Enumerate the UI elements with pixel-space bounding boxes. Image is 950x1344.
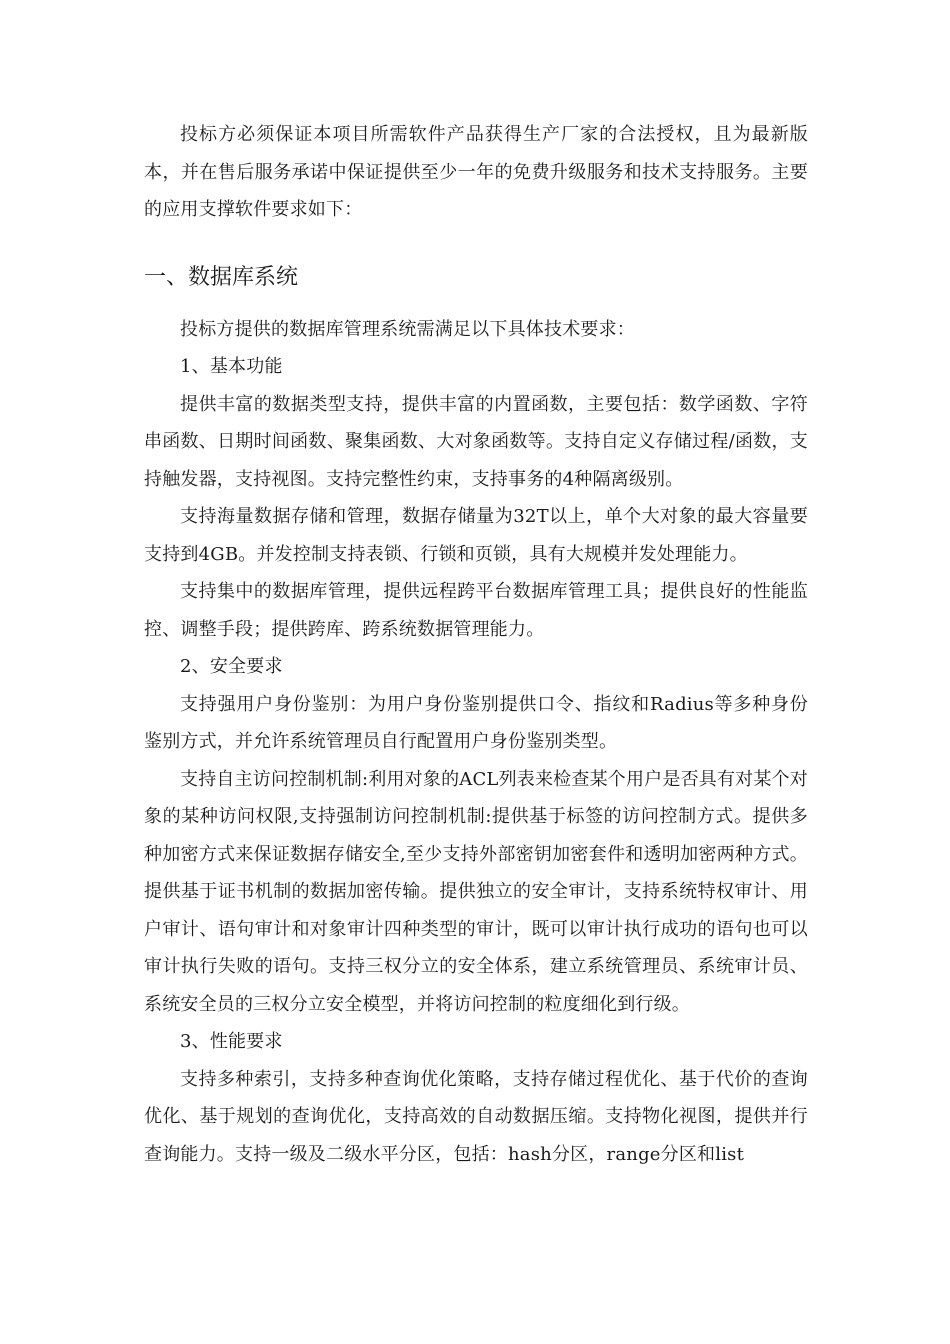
section-lead-paragraph: 投标方提供的数据库管理系统需满足以下具体技术要求：: [180, 318, 635, 340]
security-paragraph-1: 支持强用户身份鉴别：为用户身份鉴别提供口令、指纹和Radius等多种身份鉴别方式，并允许系统管理员自行配置用户身份鉴别类型。: [144, 693, 808, 752]
security-paragraph-2: 支持自主访问控制机制:利用对象的ACL列表来检查某个用户是否具有对某个对象的某种访问权限,支持强制访问控制机制:提供基于标签的访问控制方式。提供多种加密方式来保证数据存储安全,至少支持外部密钥加密套件和透明加密两种方式。提供基于证书机制的数据加密传输。提供独立的安全审计，支持系统特权审计、用户审计、语句审计和对象审计四种类型的审计，既可以审计执行成功的语句也可以审计执行失败的语句。支持三权分立的安全体系，建立系统管理员、系统审计员、系统安全员的三权分立安全模型，并将访问控制的粒度细化到行级。: [144, 768, 808, 1015]
subheading-basic-functions: 1、基本功能: [180, 356, 283, 377]
performance-paragraph-1: 支持多种索引，支持多种查询优化策略，支持存储过程优化、基于代价的查询优化、基于规划的查询优化，支持高效的自动数据压缩。支持物化视图，提供并行查询能力。支持一级及二级水平分区，包括：hash分区，range分区和list: [144, 1068, 808, 1165]
intro-paragraph: 投标方必须保证本项目所需软件产品获得生产厂家的合法授权，且为最新版本，并在售后服务承诺中保证提供至少一年的免费升级服务和技术支持服务。主要的应用支撑软件要求如下：: [144, 124, 808, 220]
basic-functions-paragraph-2: 支持海量数据存储和管理，数据存储量为32T以上，单个大对象的最大容量要支持到4GB。并发控制支持表锁、行锁和页锁，具有大规模并发处理能力。: [144, 506, 808, 565]
subheading-performance: 3、性能要求: [180, 1031, 283, 1052]
basic-functions-paragraph-1: 提供丰富的数据类型支持，提供丰富的内置函数，主要包括：数学函数、字符串函数、日期时间函数、聚集函数、大对象函数等。支持自定义存储过程/函数，支持触发器，支持视图。支持完整性约束，支持事务的4种隔离级别。: [144, 393, 808, 490]
section-heading-database: 一、数据库系统: [144, 264, 299, 290]
document-body: [144, 116, 808, 1173]
subheading-security: 2、安全要求: [180, 656, 283, 677]
basic-functions-paragraph-3: 支持集中的数据库管理，提供远程跨平台数据库管理工具；提供良好的性能监控、调整手段；提供跨库、跨系统数据管理能力。: [144, 581, 808, 640]
